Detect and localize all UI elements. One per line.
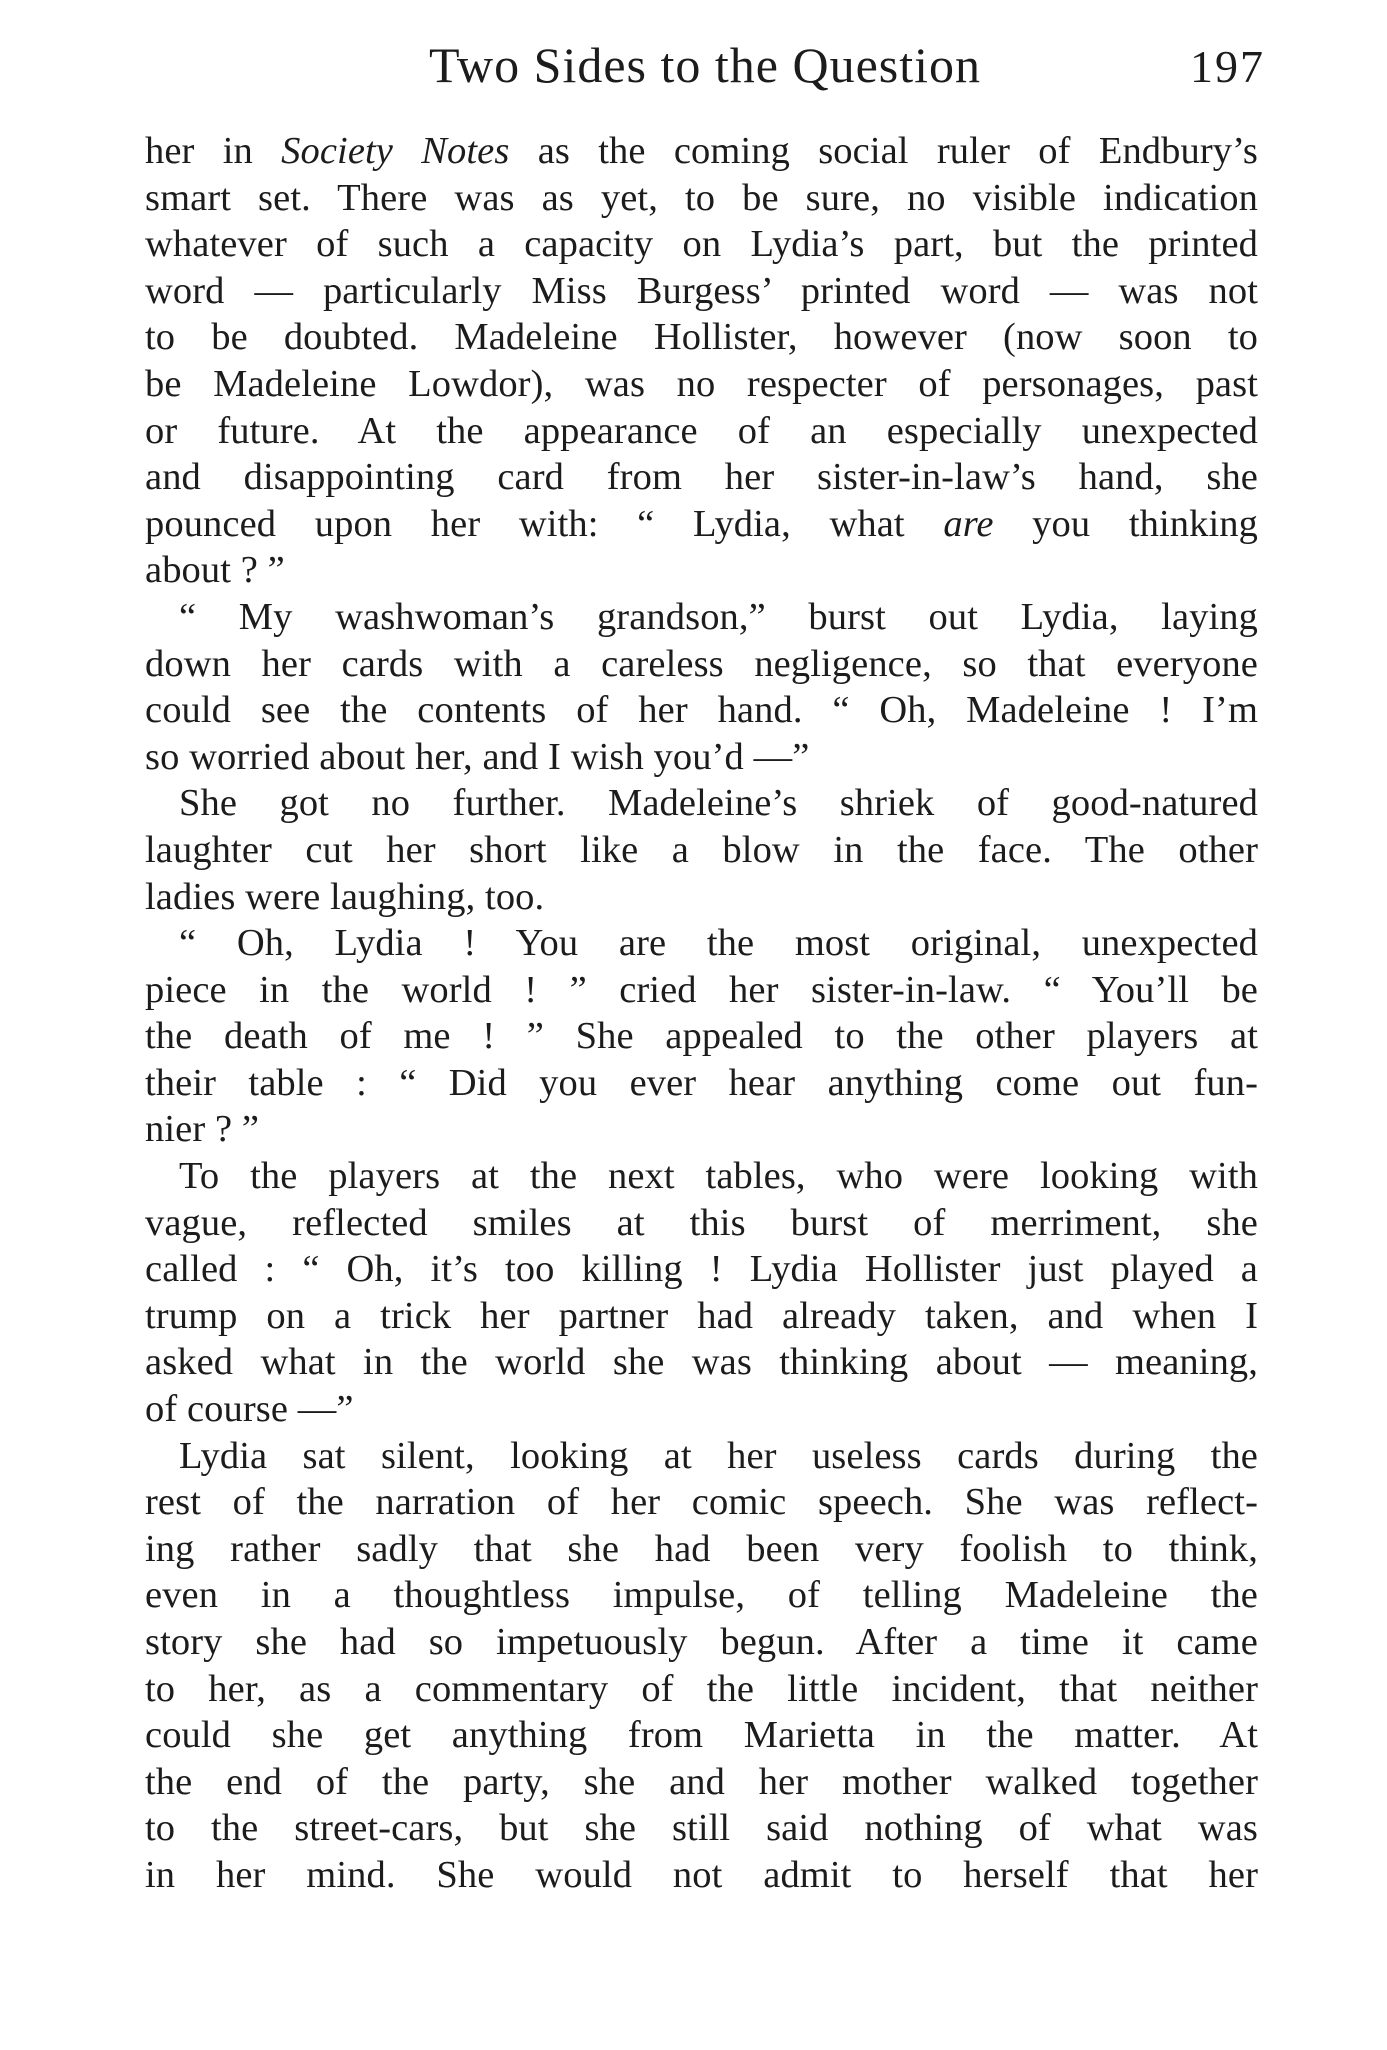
text-line: nier ? ” bbox=[145, 1108, 260, 1151]
text-line: asked what in the world she was thinking about — meaning, bbox=[145, 1341, 1258, 1384]
text-line: and disappointing card from her sister-in-law’s hand, she bbox=[145, 456, 1258, 499]
text-line: story she had so impetuously begun. After a time it came bbox=[145, 1621, 1258, 1663]
text-line: her in Society Notes as the coming social ruler of Endbury’s bbox=[145, 130, 1259, 172]
running-title: Two Sides to the Question bbox=[428, 37, 982, 93]
text-line: pounced upon her with: “ Lydia, what are you thinking bbox=[145, 502, 1258, 545]
text-line: ing rather sadly that she had been very foolish to think, bbox=[145, 1527, 1258, 1570]
text-line: She got no further. Madeleine’s shriek of good-natured bbox=[179, 782, 1258, 825]
text-line: be Madeleine Lowdor), was no respecter of personages, past bbox=[145, 362, 1258, 405]
text-line: so worried about her, and I wish you’d —” bbox=[145, 735, 810, 778]
page-number: 197 bbox=[1190, 41, 1265, 92]
text-line: ladies were laughing, too. bbox=[145, 875, 545, 918]
text-line: down her cards with a careless negligence, so that everyone bbox=[145, 642, 1258, 685]
text-line: To the players at the next tables, who were looking with bbox=[179, 1155, 1258, 1198]
text-line: to her, as a commentary of the little incident, that neither bbox=[145, 1667, 1258, 1710]
body-text bbox=[145, 128, 1258, 1899]
text-line: could see the contents of her hand. “ Oh, Madeleine ! I’m bbox=[145, 689, 1258, 732]
text-line: “ Oh, Lydia ! You are the most original, unexpected bbox=[179, 922, 1258, 965]
text-line: rest of the narration of her comic speech. She was reflect- bbox=[145, 1481, 1258, 1524]
text-line: to be doubted. Madeleine Hollister, however (now soon to bbox=[145, 316, 1258, 359]
text-line: about ? ” bbox=[145, 549, 285, 592]
text-line: word — particularly Miss Burgess’ printed word — was not bbox=[145, 269, 1258, 312]
running-head bbox=[145, 36, 1265, 98]
text-line: piece in the world ! ” cried her sister-in-law. “ You’ll be bbox=[145, 968, 1258, 1011]
text-line: whatever of such a capacity on Lydia’s part, but the printed bbox=[145, 223, 1258, 266]
text-line: laughter cut her short like a blow in the face. The other bbox=[145, 828, 1258, 871]
text-line: trump on a trick her partner had already taken, and when I bbox=[145, 1294, 1258, 1337]
text-line: even in a thoughtless impulse, of telling Madeleine the bbox=[145, 1574, 1258, 1617]
text-line: the death of me ! ” She appealed to the other players at bbox=[145, 1015, 1258, 1058]
text-line: of course —” bbox=[145, 1388, 354, 1431]
text-line: could she get anything from Marietta in the matter. At bbox=[145, 1714, 1258, 1757]
text-line: to the street-cars, but she still said nothing of what was bbox=[145, 1807, 1258, 1850]
text-line: or future. At the appearance of an especially unexpected bbox=[145, 409, 1258, 452]
text-line: Lydia sat silent, looking at her useless cards during the bbox=[179, 1434, 1258, 1477]
text-line: called : “ Oh, it’s too killing ! Lydia Hollister just played a bbox=[145, 1248, 1258, 1291]
text-line: their table : “ Did you ever hear anything come out fun- bbox=[145, 1061, 1258, 1104]
text-line: the end of the party, she and her mother walked together bbox=[145, 1760, 1258, 1803]
text-line: “ My washwoman’s grandson,” burst out Lydia, laying bbox=[179, 595, 1258, 638]
text-line: smart set. There was as yet, to be sure, no visible indication bbox=[145, 176, 1258, 219]
text-line: in her mind. She would not admit to herself that her bbox=[145, 1853, 1258, 1896]
text-line: vague, reflected smiles at this burst of merriment, she bbox=[145, 1201, 1258, 1244]
